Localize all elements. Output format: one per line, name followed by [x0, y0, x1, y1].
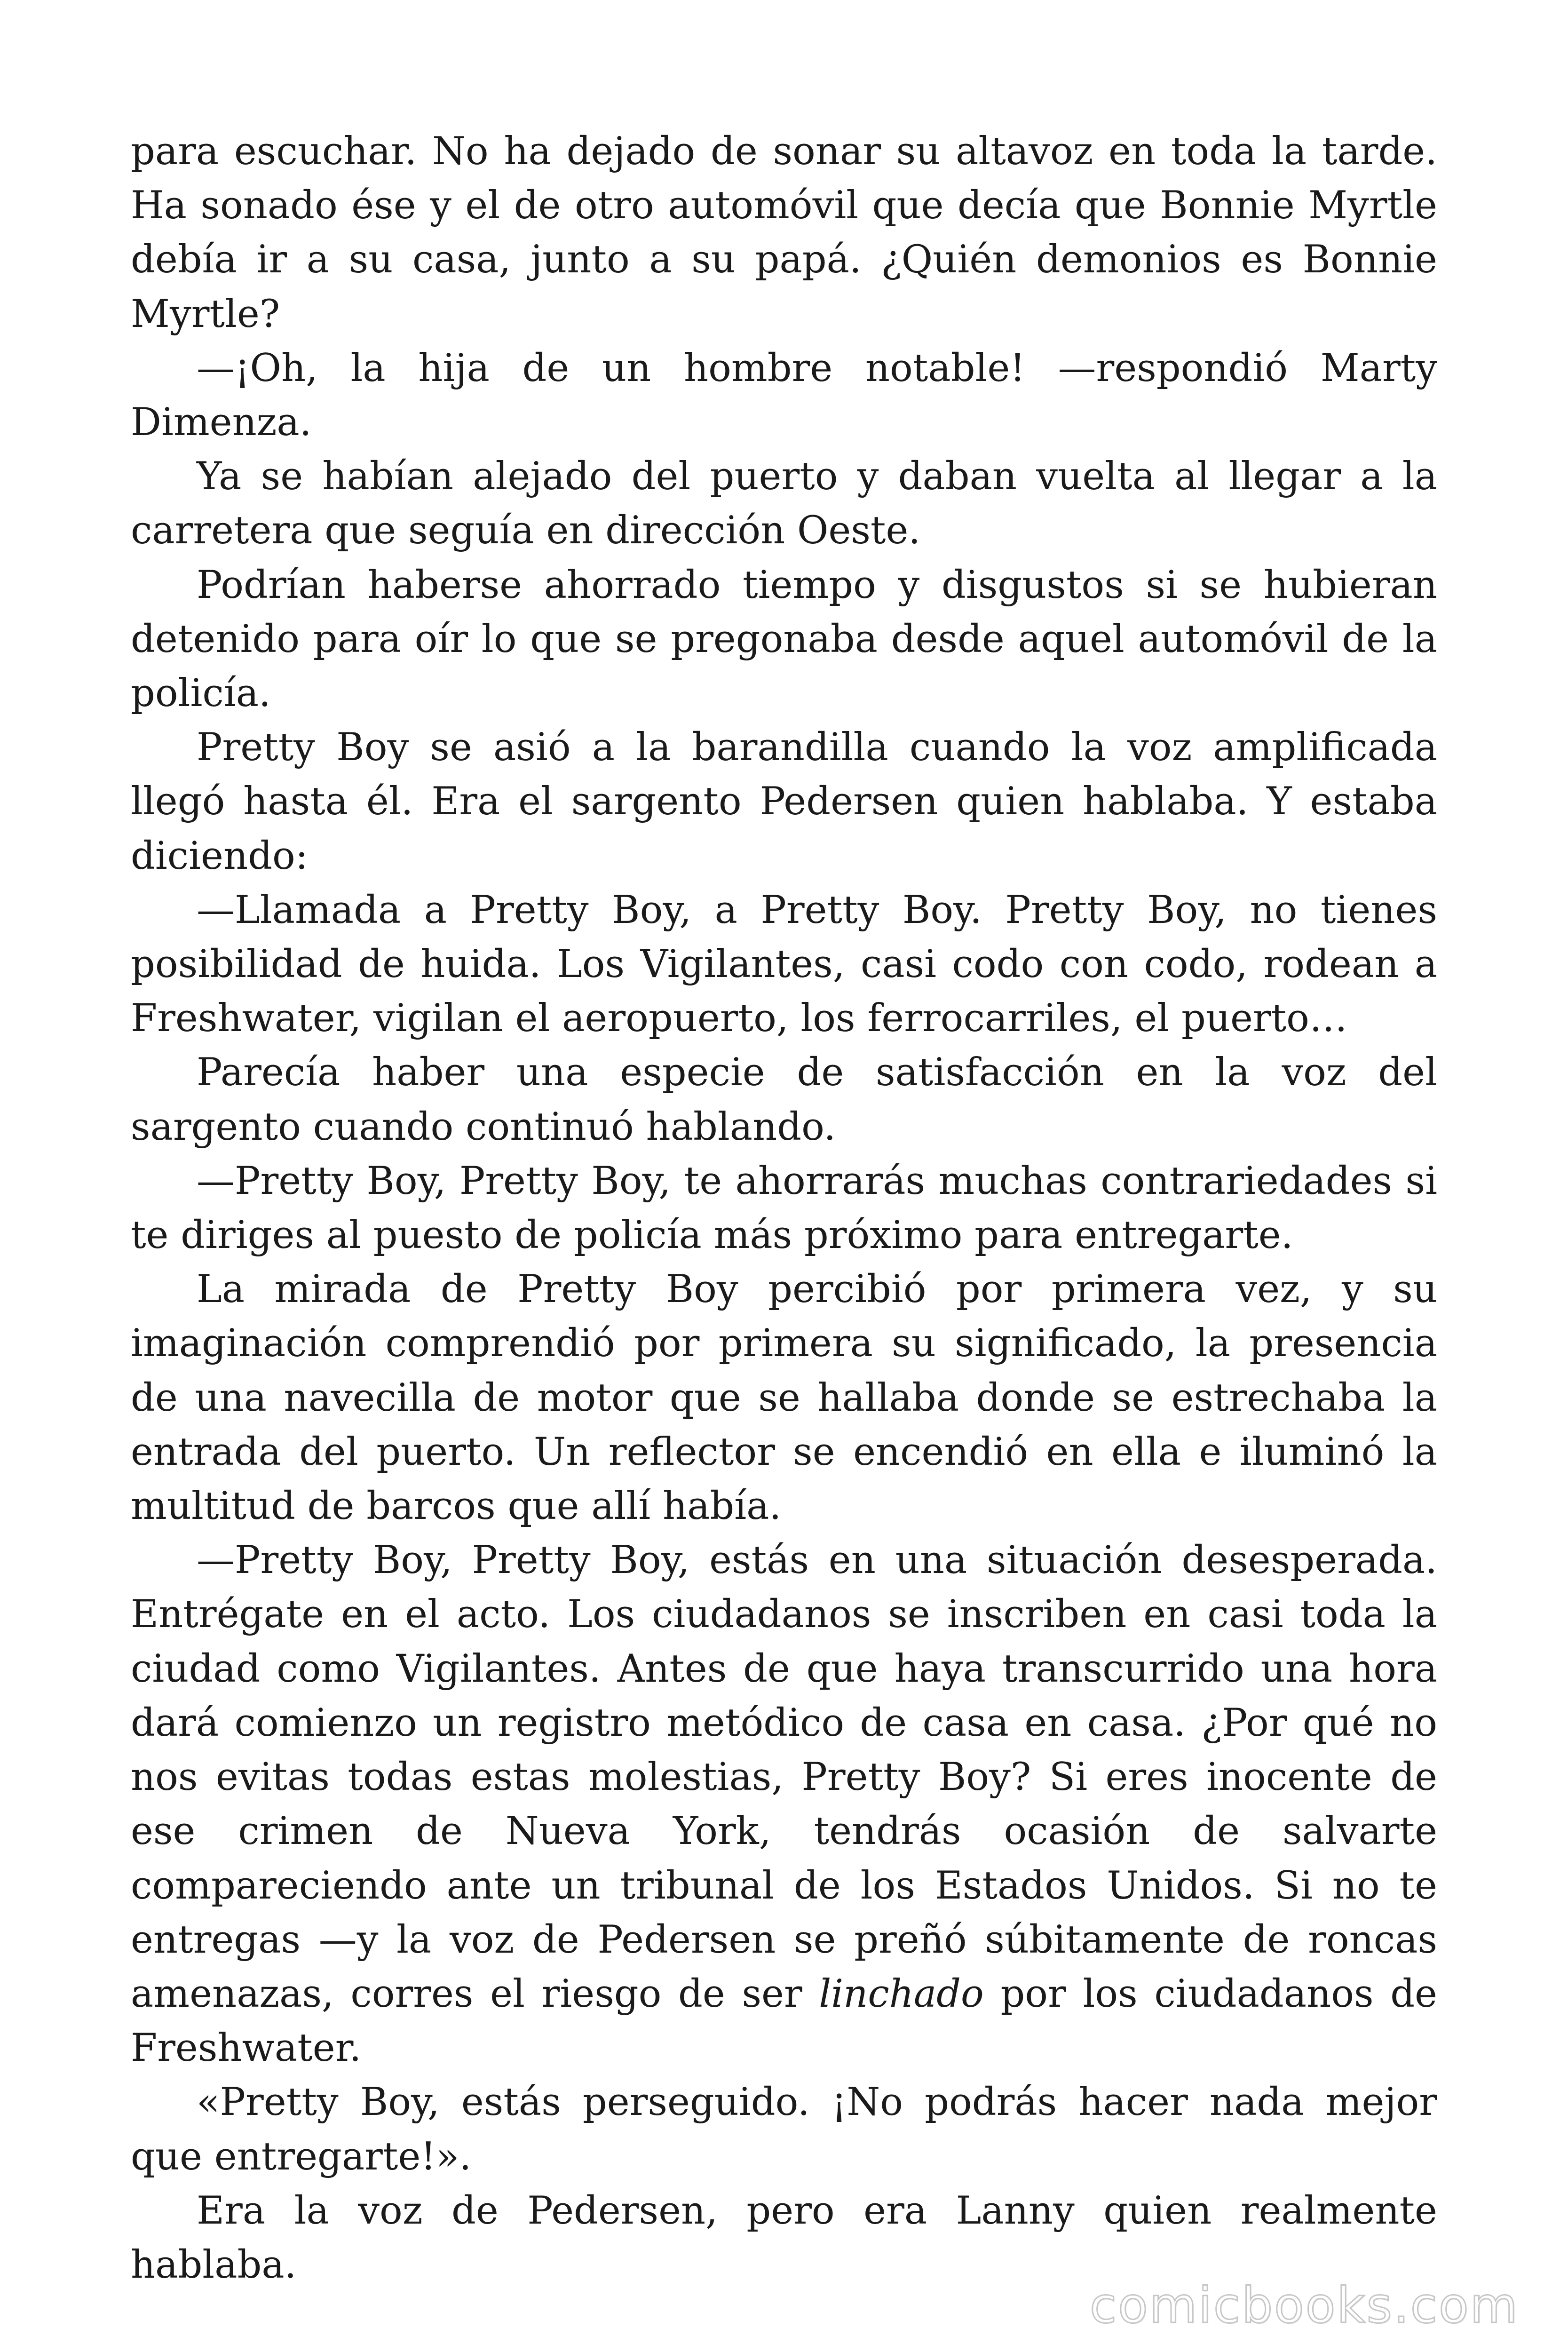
- italic-word: linchado: [819, 1971, 984, 2016]
- paragraph-1: para escuchar. No ha dejado de sonar su altavoz en toda la tarde. Ha sonado ése y el de otro automóvil que decía que Bonnie Myrtle debía ir a su casa, junto a su papá. ¿Quién demonios es Bonnie Myrtle?: [131, 129, 1437, 336]
- paragraph-11: «Pretty Boy, estás perseguido. ¡No podrás hacer nada mejor que entregarte!».: [131, 2080, 1437, 2179]
- paragraph-9: La mirada de Pretty Boy percibió por primera vez, y su imaginación comprendió por primera su significado, la presencia de una navecilla de motor que se hallaba donde se estrechaba la entrada del puerto. Un reflector se encendió en ella e iluminó la multitud de barcos que allí había.: [131, 1267, 1437, 1529]
- paragraph-6: —Llamada a Pretty Boy, a Pretty Boy. Pretty Boy, no tienes posibilidad de huida. Los Vigilantes, casi codo con codo, rodean a Freshwater, vigilan el aeropuerto, los ferrocarriles, el puerto…: [131, 888, 1437, 1041]
- paragraph-3: Ya se habían alejado del puerto y daban vuelta al llegar a la carretera que seguía en dirección Oeste.: [131, 454, 1437, 553]
- paragraph-2: —¡Oh, la hija de un hombre notable! —respondió Marty Dimenza.: [131, 346, 1437, 445]
- book-page-text: [131, 125, 1437, 2292]
- paragraph-10-part-1: —Pretty Boy, Pretty Boy, estás en una situación desesperada. Entrégate en el acto. Los ciudadanos se inscriben en casi toda la ciudad como Vigilantes. Antes de que haya transcurrido una hora dará comienzo un registro metódico de casa en casa. ¿Por qué no nos evitas todas estas molestias, Pretty Boy? Si eres inocente de ese crimen de Nueva York, tendrás ocasión de salvarte compareciendo ante un tribunal de los Estados Unidos. Si no te entregas —y la voz de Pedersen se preñó súbitamente de roncas amenazas, corres el riesgo de ser: [131, 1538, 1437, 2016]
- paragraph-5: Pretty Boy se asió a la barandilla cuando la voz amplificada llegó hasta él. Era el sargento Pedersen quien hablaba. Y estaba diciendo:: [131, 725, 1437, 878]
- paragraph-4: Podrían haberse ahorrado tiempo y disgustos si se hubieran detenido para oír lo que se pregonaba desde aquel automóvil de la policía.: [131, 563, 1437, 716]
- paragraph-10: [131, 1534, 1437, 2075]
- paragraph-12: Era la voz de Pedersen, pero era Lanny quien realmente hablaba.: [131, 2188, 1437, 2287]
- paragraph-7: Parecía haber una especie de satisfacción en la voz del sargento cuando continuó hablando.: [131, 1050, 1437, 1149]
- paragraph-10-part-2: por los ciudadanos de Freshwater.: [131, 1971, 1437, 2071]
- watermark-logo: comicbooks.com: [1089, 2277, 1519, 2334]
- paragraph-8: —Pretty Boy, Pretty Boy, te ahorrarás muchas contrariedades si te diriges al puesto de policía más próximo para entregarte.: [131, 1159, 1437, 1258]
